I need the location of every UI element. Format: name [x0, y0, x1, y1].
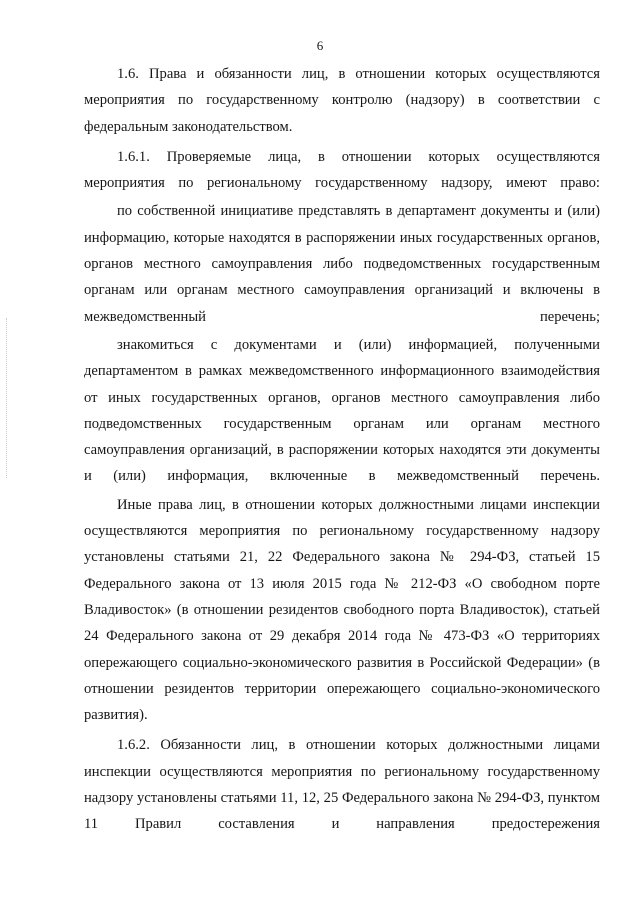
paragraph-right-submit-documents: по собственной инициативе представлять в департамент документы и (или) информацию, которые находятся в распоряжении иных государственных органов, органов местного самоуправления либо подведомственных государственным органам или органам местного самоуправления организаций и включены в межведомственный перечень; [84, 203, 600, 325]
paragraph-right-view-documents: знакомиться с документами и (или) информацией, полученными департаментом в рамках межведомственного информационного взаимодействия от иных государственных органов, органов местного самоуправления либо подведомственных государственным органам или органам местного самоуправления организаций, в распоряжении которых находятся эти документы и (или) информация, включенные в межведомственный перечень. [84, 336, 600, 485]
paragraph-other-rights: Иные права лиц, в отношении которых должностными лицами инспекции осуществляются мероприятия по региональному государственному надзору установлены статьями 21, 22 Федерального закона № 294-ФЗ, статьей 15 Федерального закона от 13 июля 2015 года № 212-ФЗ «О свободном порте Владивосток» (в отношении резидентов свободного порта Владивосток), статьей 24 Федерального закона от 29 декабря 2014 года № 473-ФЗ «О территориях опережающего социально-экономического развития в Российской Федерации» (в отношении резидентов территории опережающего социально-экономического развития). [84, 496, 600, 724]
document-body [84, 61, 600, 838]
paragraph-1-6-1: 1.6.1. Проверяемые лица, в отношении которых осуществляются мероприятия по региональному государственному надзору, имеют право: [84, 148, 600, 192]
paragraph-1-6: 1.6. Права и обязанности лиц, в отношении которых осуществляются мероприятия по государственному контролю (надзору) в соответствии с федеральным законодательством. [84, 66, 600, 135]
scan-margin-marks [6, 318, 9, 478]
page-number: 6 [316, 38, 324, 53]
paragraph-1-6-2: 1.6.2. Обязанности лиц, в отношении которых должностными лицами инспекции осуществляются мероприятия по региональному государственному надзору установлены статьями 11, 12, 25 Федерального закона № 294-ФЗ, пунктом 11 Правил составления и направления предостережения [84, 737, 600, 833]
